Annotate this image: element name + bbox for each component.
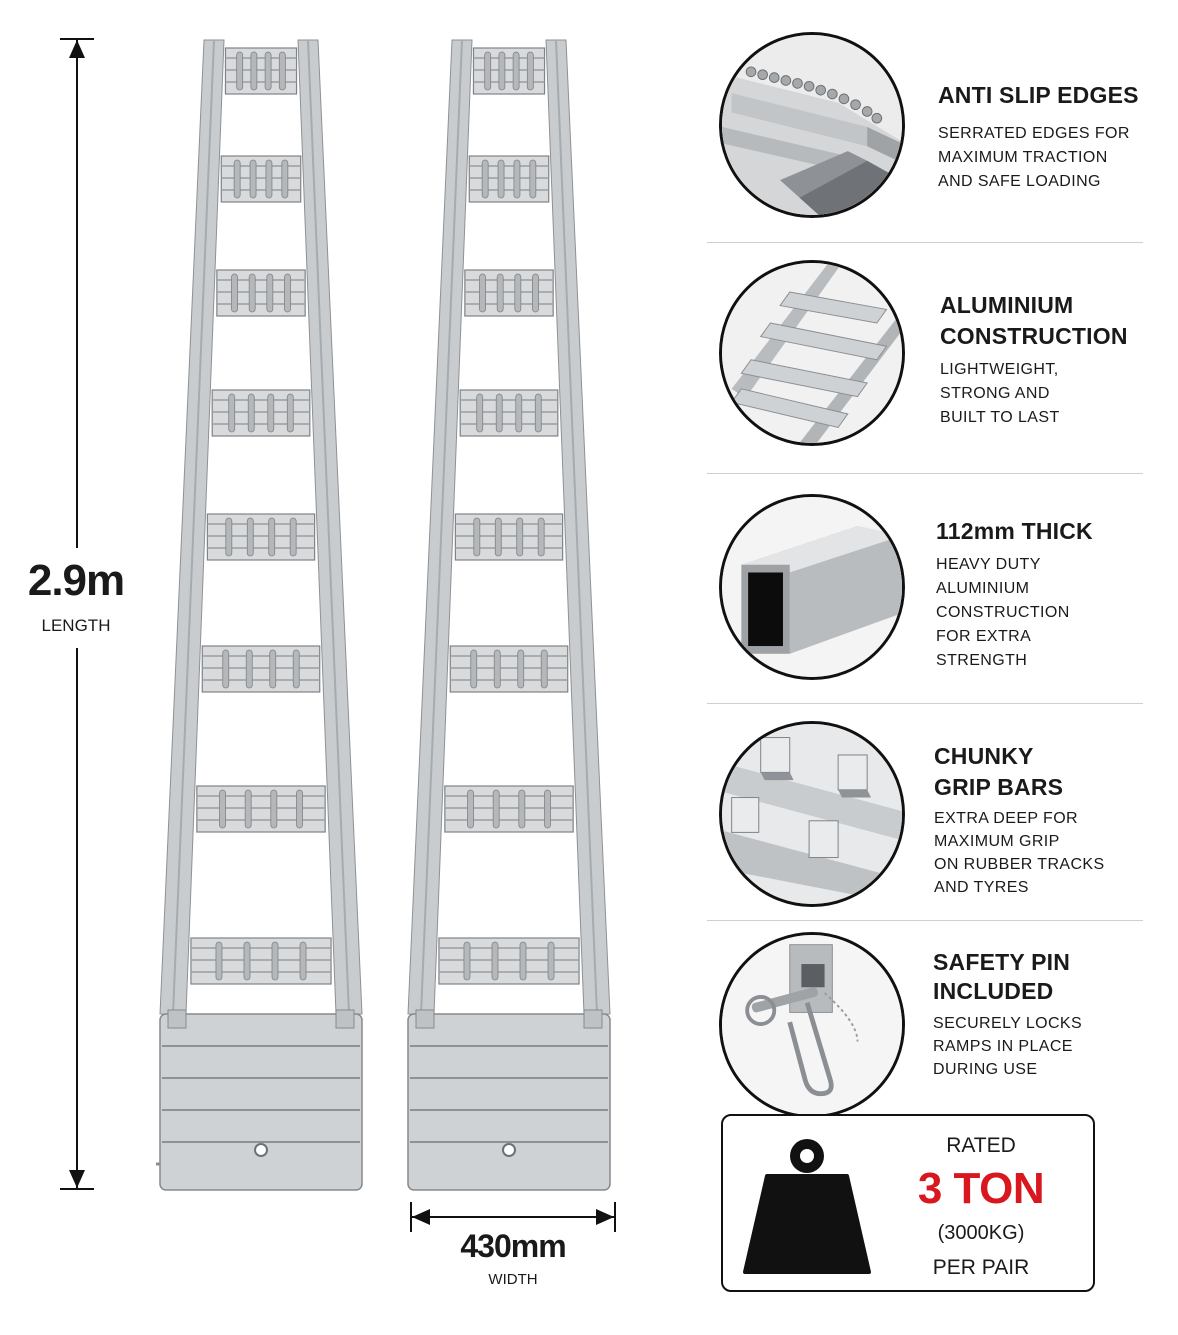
- feature-title: [938, 80, 1139, 111]
- arrow-down-icon: [69, 1170, 85, 1188]
- feature-desc-line: AND TYRES: [934, 879, 1029, 896]
- feature-desc-line: MAXIMUM GRIP: [934, 833, 1060, 850]
- feature-desc-line: SERRATED EDGES FOR: [938, 125, 1130, 142]
- feature-desc-line: ALUMINIUM: [936, 580, 1030, 597]
- ramp-pin-hole: [255, 1144, 267, 1156]
- rating-kg: (3000KG): [937, 1222, 1025, 1244]
- feature-description: [936, 553, 1070, 673]
- width-dimension-line: [410, 1216, 616, 1218]
- feature-title: [934, 741, 1063, 803]
- feature-aluminium: [716, 258, 1146, 458]
- arrow-right-icon: [596, 1209, 614, 1225]
- serrated-edge-icon: [719, 32, 905, 218]
- feature-title-line: SAFETY PIN: [933, 949, 1071, 975]
- feature-title-line: GRIP BARS: [934, 774, 1064, 800]
- feature-desc-line: MAXIMUM TRACTION: [938, 149, 1108, 166]
- feature-desc-line: LIGHTWEIGHT,: [940, 361, 1059, 378]
- ramp-foot-plate: [160, 1014, 362, 1190]
- feature-desc-line: SECURELY LOCKS: [933, 1015, 1083, 1032]
- arrow-left-icon: [412, 1209, 430, 1225]
- feature-desc-line: ON RUBBER TRACKS: [934, 856, 1105, 873]
- ramp-rung: [191, 938, 331, 984]
- ramp-rung: [221, 156, 300, 202]
- feature-desc-line: AND SAFE LOADING: [938, 173, 1101, 190]
- feature-thickness: [716, 492, 1146, 692]
- ramp-rung: [217, 270, 305, 316]
- feature-desc-line: FOR EXTRA: [936, 628, 1032, 645]
- ramp-rung: [225, 48, 296, 94]
- feature-title: [933, 948, 1070, 1006]
- rating-top-text: RATED: [946, 1134, 1016, 1157]
- ladder-icon: [719, 260, 905, 446]
- feature-title-line: CONSTRUCTION: [940, 323, 1128, 349]
- width-value: 430mm: [460, 1228, 566, 1264]
- width-label: WIDTH: [488, 1271, 538, 1288]
- rating-value: 3 TON: [917, 1164, 1045, 1213]
- ramp-rung: [465, 270, 553, 316]
- feature-desc-line: RAMPS IN PLACE: [933, 1038, 1073, 1055]
- ramp-pin-hole: [503, 1144, 515, 1156]
- rating-bottom-text: PER PAIR: [932, 1256, 1030, 1279]
- square-tube-icon: [719, 494, 905, 680]
- ramp-foot-plate: [408, 1014, 610, 1190]
- ramp-rung: [212, 390, 310, 436]
- feature-description: [938, 122, 1130, 194]
- feature-grip-bars: [716, 719, 1146, 919]
- grip-bar-icon: [719, 721, 905, 907]
- ramp-rung: [455, 514, 562, 560]
- length-label: LENGTH: [41, 616, 111, 635]
- ramp-rung: [450, 646, 567, 692]
- ramp-left-image: [156, 34, 366, 1194]
- load-rating-box: [721, 1114, 1095, 1292]
- length-value: 2.9m: [27, 556, 125, 605]
- feature-desc-line: DURING USE: [933, 1061, 1038, 1078]
- feature-safety-pin: [716, 930, 1146, 1110]
- weight-icon: [743, 1134, 871, 1276]
- ramp-rung: [460, 390, 558, 436]
- feature-divider: [707, 920, 1143, 921]
- feature-title-line: CHUNKY: [934, 743, 1034, 769]
- feature-desc-line: EXTRA DEEP FOR: [934, 810, 1079, 827]
- length-callout: [10, 548, 142, 648]
- feature-desc-line: BUILT TO LAST: [940, 409, 1060, 426]
- ramp-rung: [202, 646, 319, 692]
- safety-pin-icon: [719, 932, 905, 1118]
- feature-desc-line: STRONG AND: [940, 385, 1050, 402]
- feature-title-line: ALUMINIUM: [940, 292, 1074, 318]
- ramp-rung: [207, 514, 314, 560]
- feature-description: [933, 1012, 1082, 1081]
- length-cap-bottom: [60, 1188, 94, 1190]
- feature-divider: [707, 242, 1143, 243]
- ramp-rung: [469, 156, 548, 202]
- feature-title-line: 112mm THICK: [936, 518, 1093, 544]
- ramp-right-image: [404, 34, 614, 1194]
- feature-description: [934, 807, 1105, 899]
- ramp-rung: [473, 48, 544, 94]
- ramp-rung: [445, 786, 573, 832]
- ramp-rung: [197, 786, 325, 832]
- feature-divider: [707, 703, 1143, 704]
- feature-title-line: ANTI SLIP EDGES: [938, 82, 1139, 108]
- arrow-up-icon: [69, 40, 85, 58]
- feature-title: [940, 290, 1128, 352]
- feature-divider: [707, 473, 1143, 474]
- feature-description: [940, 358, 1060, 430]
- feature-title: [936, 516, 1093, 547]
- feature-anti-slip: [716, 30, 1146, 230]
- ramp-rung: [439, 938, 579, 984]
- feature-desc-line: HEAVY DUTY: [936, 556, 1041, 573]
- feature-title-line: INCLUDED: [933, 978, 1054, 1004]
- feature-desc-line: STRENGTH: [936, 652, 1028, 669]
- feature-desc-line: CONSTRUCTION: [936, 604, 1070, 621]
